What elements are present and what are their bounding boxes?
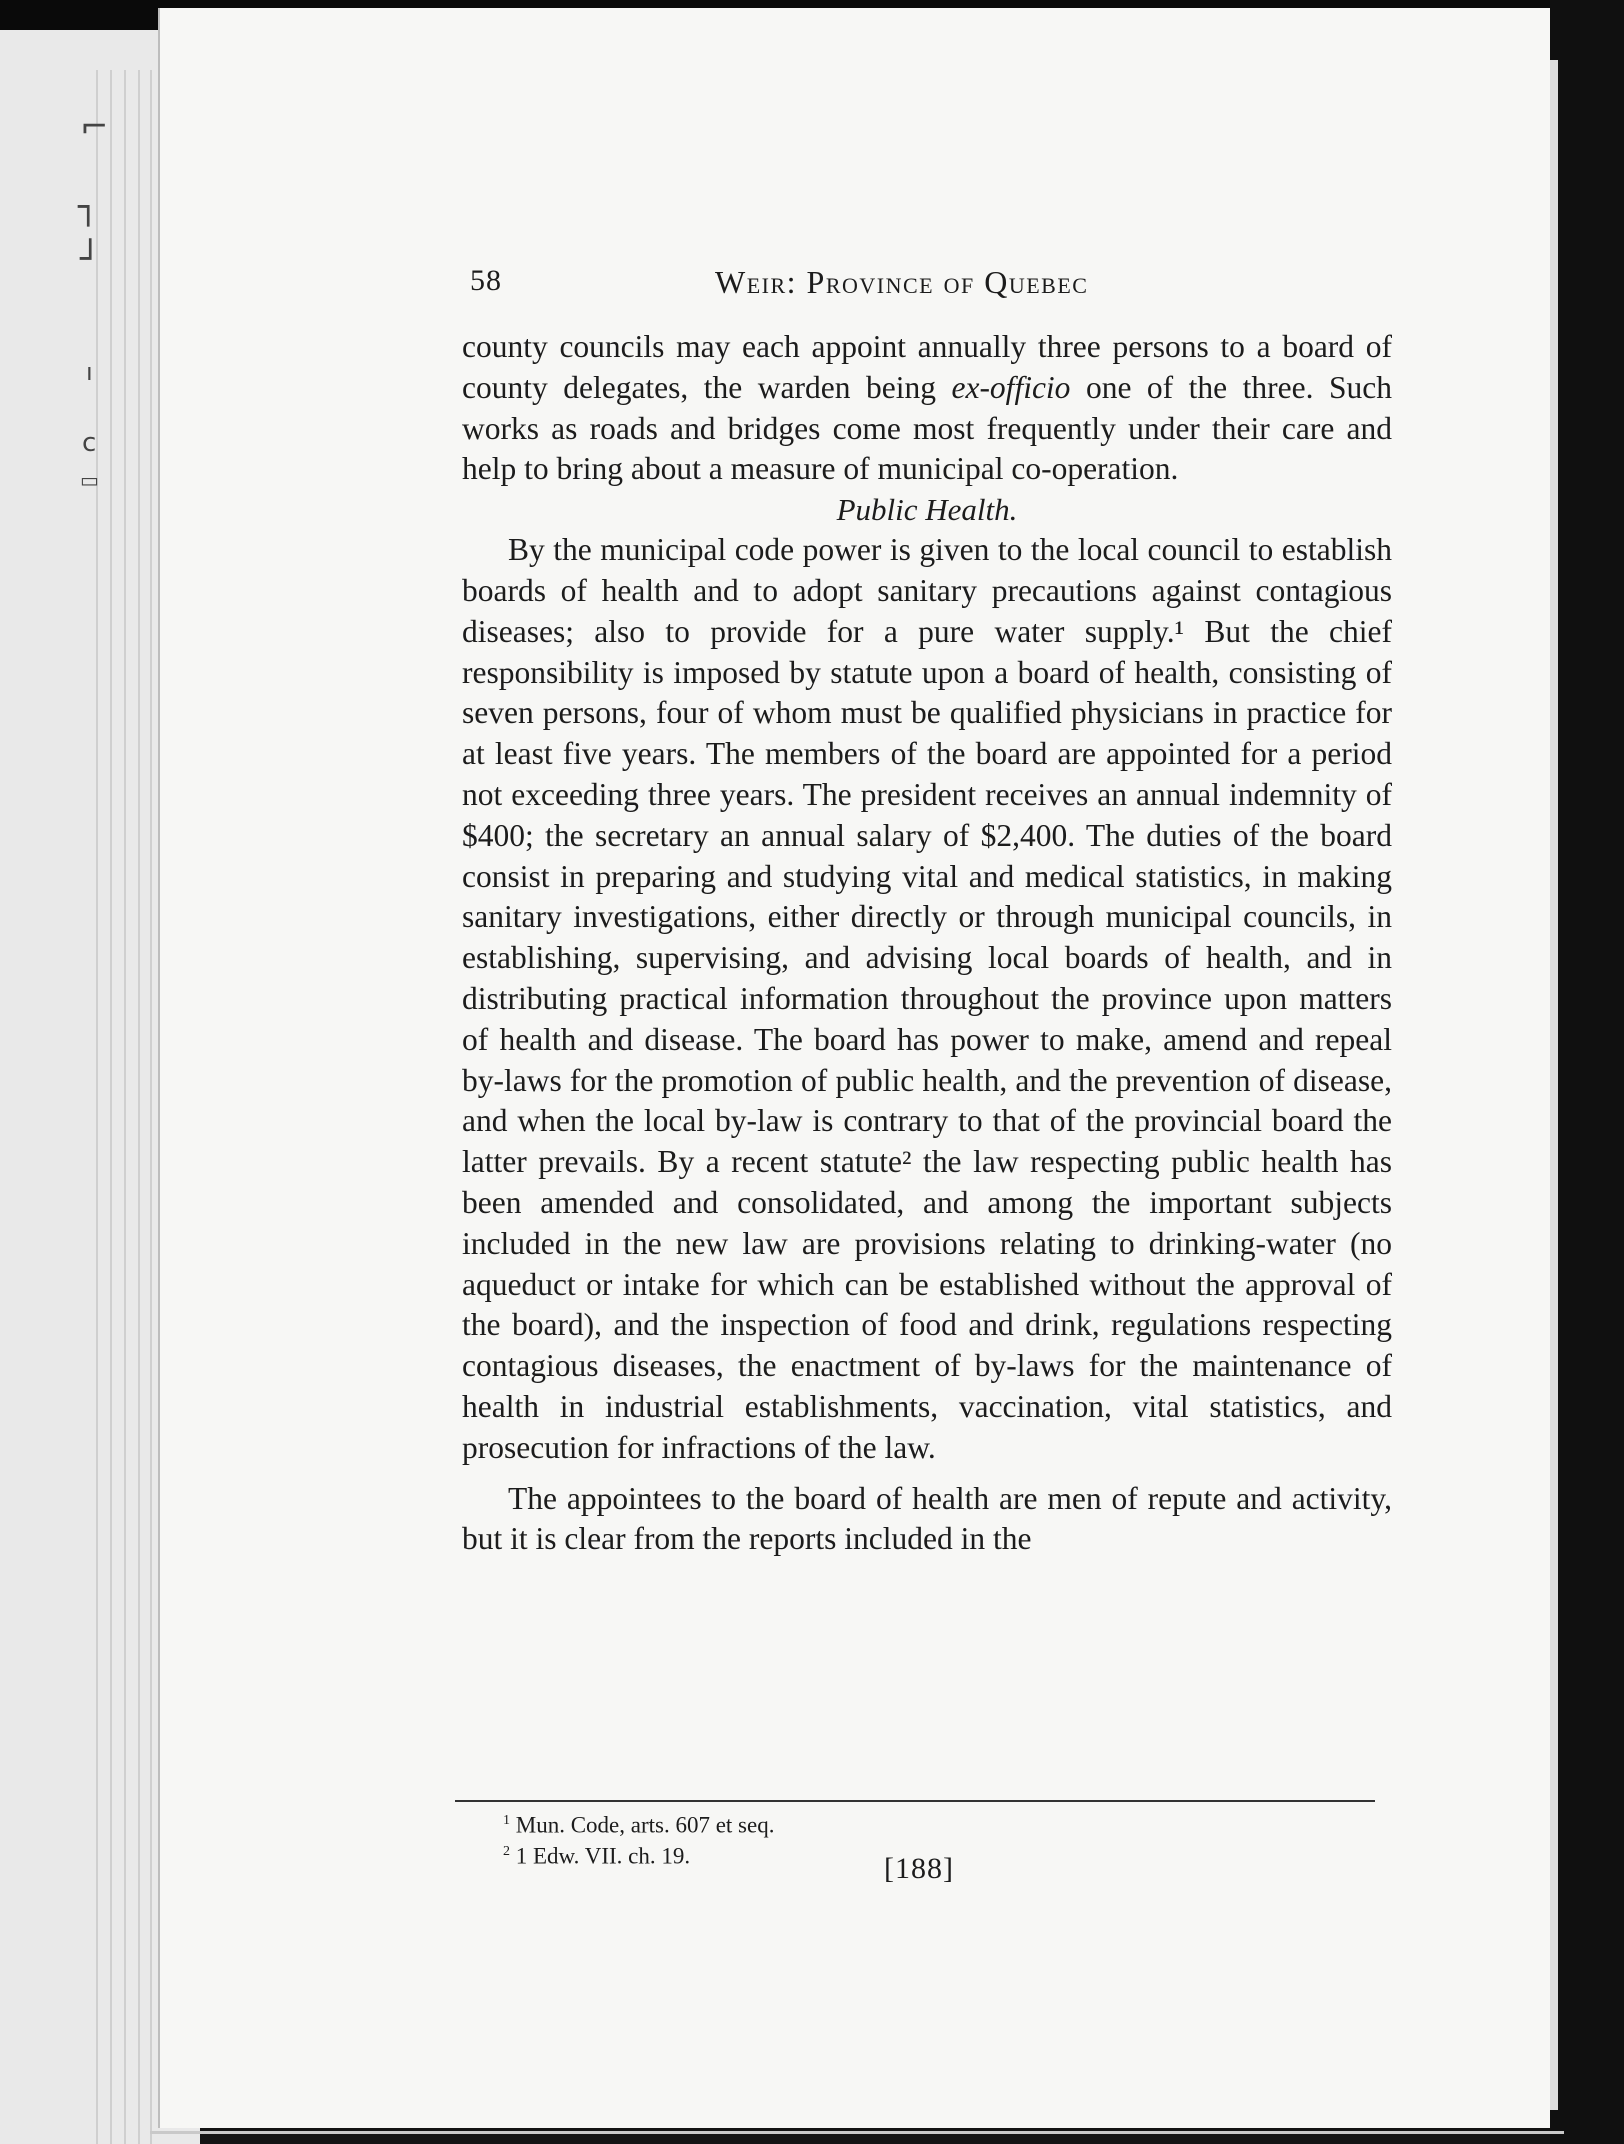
footnote-rule — [455, 1800, 1375, 1802]
page-number: 58 — [470, 264, 502, 297]
bleed-through-mark: c — [82, 428, 97, 458]
footnote — [503, 1839, 774, 1870]
running-head — [470, 264, 1390, 312]
section-heading: Public Health. — [836, 492, 1018, 528]
paragraph: By the municipal code power is given to the local council to establish boards of health and to adopt sanitary precautions against contagious diseases; also to provide for a pure water supply.¹ But the chief responsibility is imposed by statute upon a board of health, consisting of seven persons, four of whom must be qualified physicians in practice for at least five years. The members of the board are appointed for a period not exceeding three years. The president receives an annual indemnity of $400; the secretary an annual salary of $2,400. The duties of the board consist in preparing and studying vital and medical statistics, in making sanitary investigations, either directly or through municipal councils, in establishing, supervising, and advising local boards of health, and in distributing practical information throughout the province upon matters of health and disease. The board has power to make, amend and repeal by-laws for the promotion of public health, and the prevention of disease, and when the local by-law is contrary to that of the provincial board the latter prevails. By a recent statute² the law respecting public health has been amended and consolidated, and among the important subjects included in the new law are provisions relating to drinking-water (no aqueduct or intake for which can be established without the approval of the board), and the inspection of food and drink, regulations respecting contagious diseases, the enactment of by-laws for the maintenance of health in industrial establishments, vaccination, vital statistics, and prosecution for infractions of the law. — [462, 532, 1392, 1465]
bleed-through-mark: ▭ — [80, 468, 99, 492]
page-edge — [138, 70, 140, 2144]
page-bottom-edge — [150, 2131, 1564, 2134]
footnote-mark: 1 — [503, 1813, 510, 1828]
bleed-through-mark: ı — [86, 358, 93, 386]
footnote-text: Mun. Code, arts. 607 et seq. — [515, 1812, 775, 1838]
footnote-mark: 2 — [503, 1843, 510, 1859]
bleed-through-mark: ┘ — [80, 239, 101, 279]
footnote-text: 1 Edw. VII. ch. 19. — [515, 1843, 691, 1869]
original-page-number: [188] — [884, 1852, 954, 1885]
page-edge — [96, 70, 98, 2144]
italic-term: ex-officio — [951, 369, 1071, 405]
running-title: Weir: Province of Quebec — [715, 264, 1089, 300]
bleed-through-mark: ┐ — [78, 187, 99, 227]
bleed-through-mark: ⌐ — [80, 107, 109, 147]
body-text — [462, 327, 1392, 1560]
page-edge — [124, 70, 126, 2144]
page-edge — [110, 70, 112, 2144]
paragraph: The appointees to the board of health are men of repute and activity, but it is clear from the reports included in the — [462, 1480, 1392, 1557]
footnotes — [503, 1808, 774, 1869]
footnote — [503, 1808, 774, 1839]
paragraph-continued: county councils may each appoint annually three persons to a board of county delegates, the warden being ex-officio one of the three. Such works as roads and bridges come most frequently under their care and help to bring about a measure of municipal co-operation. — [462, 329, 1392, 487]
scan-right-border — [1550, 0, 1624, 2144]
page-edge — [150, 70, 152, 2144]
